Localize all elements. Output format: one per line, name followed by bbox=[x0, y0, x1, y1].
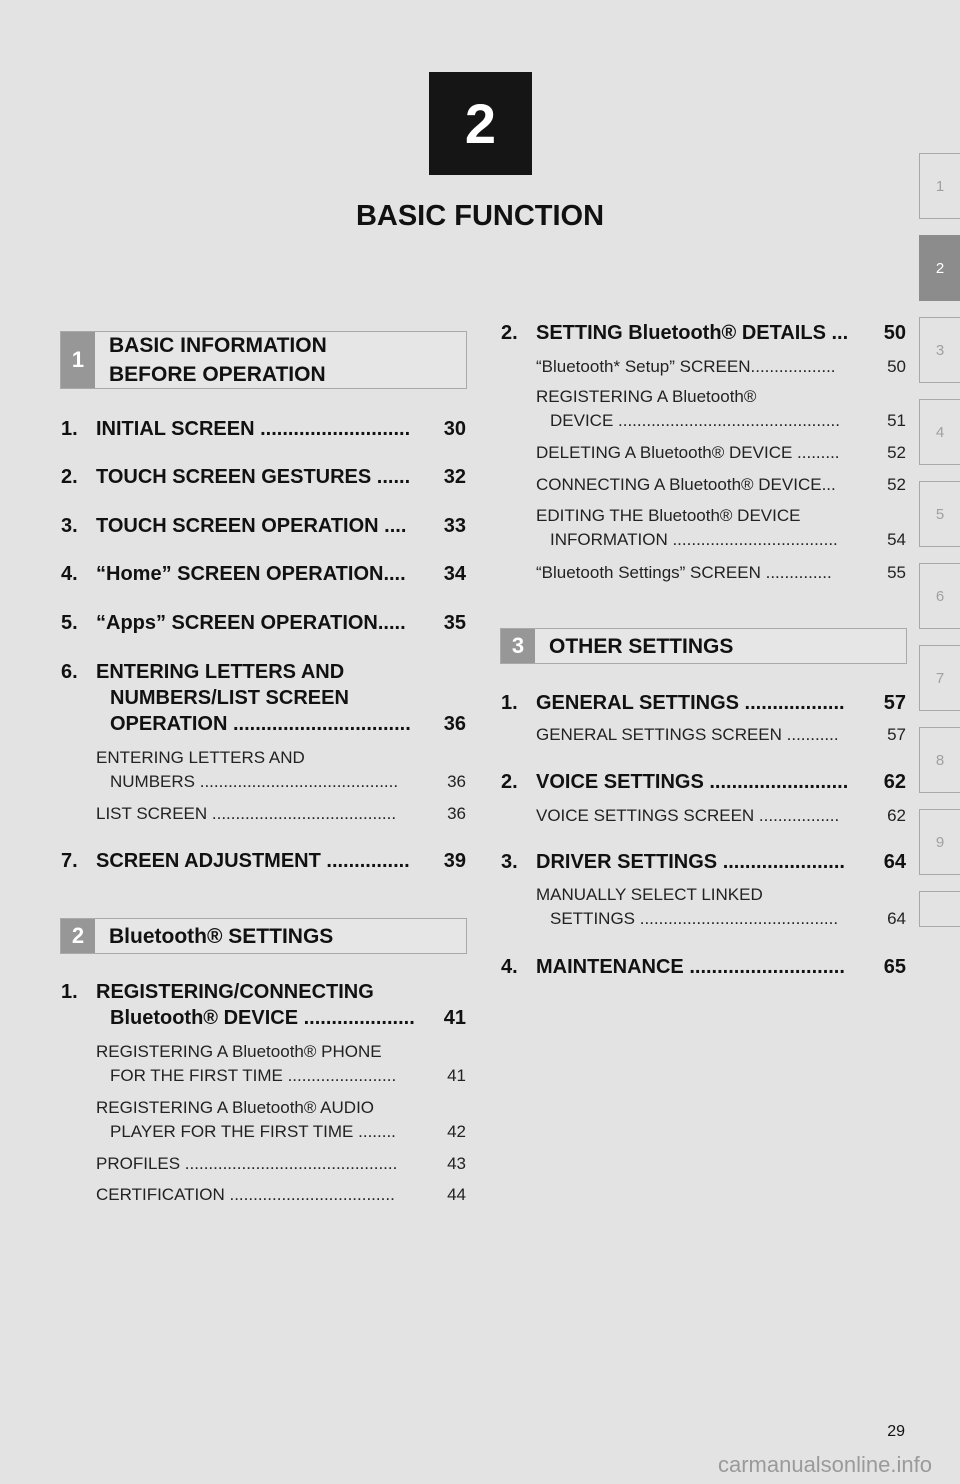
toc-entry[interactable] bbox=[501, 320, 906, 346]
subentry-title: VOICE SETTINGS SCREEN ................. bbox=[536, 806, 840, 825]
chapter-tab-2[interactable]: 2 bbox=[919, 235, 960, 301]
toc-subentry[interactable] bbox=[96, 1152, 466, 1176]
chapter-title: BASIC FUNCTION bbox=[355, 200, 605, 232]
entry-number: 7. bbox=[61, 850, 78, 872]
subentry-title: CERTIFICATION ................................... bbox=[96, 1185, 395, 1204]
entry-number: 3. bbox=[501, 851, 518, 873]
watermark: carmanualsonline.info bbox=[717, 1452, 932, 1477]
entry-title-line: OPERATION ................................ bbox=[110, 713, 411, 735]
entry-title bbox=[96, 979, 440, 1031]
toc-entry[interactable] bbox=[501, 690, 906, 716]
entry-page: 41 bbox=[443, 1007, 466, 1029]
toc-entry[interactable] bbox=[61, 464, 466, 490]
chapter-tab-5[interactable]: 5 bbox=[919, 481, 960, 547]
chapter-number-box bbox=[429, 72, 532, 175]
toc-subentry[interactable] bbox=[536, 723, 906, 747]
chapter-tab-8[interactable]: 8 bbox=[919, 727, 960, 793]
chapter-tab-3[interactable]: 3 bbox=[919, 317, 960, 383]
entry-page: 30 bbox=[443, 418, 466, 440]
toc-subentry[interactable] bbox=[96, 1040, 466, 1088]
entry-number: 2. bbox=[61, 466, 78, 488]
toc-subentry[interactable] bbox=[536, 883, 906, 931]
entry-title: TOUCH SCREEN GESTURES ...... bbox=[96, 466, 411, 488]
entry-title: DRIVER SETTINGS ...................... bbox=[536, 851, 845, 873]
toc-entry[interactable] bbox=[501, 954, 906, 980]
entry-title: “Apps” SCREEN OPERATION..... bbox=[96, 612, 406, 634]
section-title-line: BASIC INFORMATION bbox=[109, 334, 327, 357]
subentry-line: ENTERING LETTERS AND bbox=[96, 748, 305, 767]
chapter-tab-9[interactable]: 9 bbox=[919, 809, 960, 875]
subentry-line: DEVICE ............................................... bbox=[550, 411, 841, 430]
subentry-title bbox=[96, 1040, 443, 1088]
entry-number: 1. bbox=[61, 418, 78, 440]
subentry-title: “Bluetooth* Setup” SCREEN.................. bbox=[536, 357, 836, 376]
chapter-tabs bbox=[919, 153, 960, 943]
subentry-title bbox=[96, 1096, 443, 1144]
chapter-tab-1[interactable]: 1 bbox=[919, 153, 960, 219]
entry-page: 35 bbox=[443, 612, 466, 634]
toc-entry[interactable] bbox=[61, 561, 466, 587]
subentry-title bbox=[536, 385, 883, 433]
section-number: 1 bbox=[61, 332, 95, 388]
entry-title: TOUCH SCREEN OPERATION .... bbox=[96, 515, 407, 537]
section-header-1 bbox=[60, 331, 467, 389]
entry-number: 1. bbox=[61, 981, 78, 1003]
subentry-page: 43 bbox=[447, 1154, 466, 1173]
entry-page: 32 bbox=[443, 466, 466, 488]
entry-page: 62 bbox=[883, 771, 906, 793]
entry-page: 64 bbox=[883, 851, 906, 873]
subentry-title bbox=[96, 746, 443, 794]
entry-page: 36 bbox=[443, 713, 466, 735]
entry-title bbox=[96, 659, 440, 737]
subentry-page: 36 bbox=[447, 772, 466, 791]
entry-page: 50 bbox=[883, 322, 906, 344]
entry-title: GENERAL SETTINGS .................. bbox=[536, 692, 845, 714]
entry-title-line: Bluetooth® DEVICE .................... bbox=[110, 1007, 415, 1029]
entry-page: 33 bbox=[443, 515, 466, 537]
toc-subentry[interactable] bbox=[536, 385, 906, 433]
subentry-title bbox=[536, 883, 883, 931]
section-title: OTHER SETTINGS bbox=[549, 634, 734, 658]
subentry-title: “Bluetooth Settings” SCREEN .............. bbox=[536, 563, 832, 582]
subentry-line: REGISTERING A Bluetooth® bbox=[536, 387, 757, 406]
toc-subentry[interactable] bbox=[536, 504, 906, 552]
page-number: 29 bbox=[887, 1423, 905, 1440]
entry-title: SETTING Bluetooth® DETAILS ... bbox=[536, 322, 849, 344]
subentry-page: 64 bbox=[887, 909, 906, 928]
entry-page: 39 bbox=[443, 850, 466, 872]
entry-title: SCREEN ADJUSTMENT ............... bbox=[96, 850, 410, 872]
entry-number: 6. bbox=[61, 661, 78, 683]
subentry-page: 50 bbox=[887, 357, 906, 376]
toc-subentry[interactable] bbox=[96, 746, 466, 794]
subentry-line: FOR THE FIRST TIME ....................... bbox=[110, 1066, 397, 1085]
subentry-line: REGISTERING A Bluetooth® PHONE bbox=[96, 1042, 382, 1061]
subentry-line: PLAYER FOR THE FIRST TIME ........ bbox=[110, 1122, 396, 1141]
toc-entry[interactable] bbox=[61, 979, 466, 1031]
toc-subentry[interactable] bbox=[536, 804, 906, 828]
subentry-title: GENERAL SETTINGS SCREEN ........... bbox=[536, 725, 839, 744]
subentry-page: 36 bbox=[447, 804, 466, 823]
toc-subentry[interactable] bbox=[536, 473, 906, 497]
subentry-line: MANUALLY SELECT LINKED bbox=[536, 885, 763, 904]
section-title: Bluetooth® SETTINGS bbox=[109, 924, 334, 948]
chapter-number: 2 bbox=[464, 92, 497, 155]
entry-title: VOICE SETTINGS ......................... bbox=[536, 771, 849, 793]
toc-subentry[interactable] bbox=[536, 441, 906, 465]
entry-number: 2. bbox=[501, 322, 518, 344]
section-header-3 bbox=[500, 628, 907, 664]
entry-number: 3. bbox=[61, 515, 78, 537]
toc-subentry[interactable] bbox=[536, 355, 906, 379]
entry-number: 1. bbox=[501, 692, 518, 714]
entry-page: 34 bbox=[443, 563, 466, 585]
subentry-title bbox=[536, 504, 883, 552]
chapter-tab-6[interactable]: 6 bbox=[919, 563, 960, 629]
subentry-page: 52 bbox=[887, 443, 906, 462]
toc-entry[interactable] bbox=[501, 849, 906, 875]
subentry-page: 52 bbox=[887, 475, 906, 494]
subentry-page: 62 bbox=[887, 806, 906, 825]
chapter-tab-index[interactable] bbox=[919, 891, 960, 927]
subentry-page: 41 bbox=[447, 1066, 466, 1085]
chapter-tab-4[interactable]: 4 bbox=[919, 399, 960, 465]
entry-number: 4. bbox=[501, 956, 518, 978]
entry-title-line: NUMBERS/LIST SCREEN bbox=[110, 687, 349, 709]
subentry-line: REGISTERING A Bluetooth® AUDIO bbox=[96, 1098, 375, 1117]
entry-number: 4. bbox=[61, 563, 78, 585]
toc-entry[interactable] bbox=[501, 769, 906, 795]
subentry-page: 42 bbox=[447, 1122, 466, 1141]
section-title bbox=[95, 332, 327, 388]
subentry-line: EDITING THE Bluetooth® DEVICE bbox=[536, 506, 801, 525]
entry-page: 57 bbox=[883, 692, 906, 714]
subentry-page: 44 bbox=[447, 1185, 466, 1204]
toc-entry[interactable] bbox=[61, 610, 466, 636]
entry-title-line: REGISTERING/CONNECTING bbox=[96, 981, 374, 1003]
subentry-line: INFORMATION ................................... bbox=[550, 530, 838, 549]
toc-entry[interactable] bbox=[61, 513, 466, 539]
entry-page: 65 bbox=[883, 956, 906, 978]
subentry-page: 57 bbox=[887, 725, 906, 744]
toc-subentry[interactable] bbox=[96, 802, 466, 826]
subentry-page: 51 bbox=[887, 411, 906, 430]
entry-title: INITIAL SCREEN ........................... bbox=[96, 418, 411, 440]
entry-number: 2. bbox=[501, 771, 518, 793]
section-number: 2 bbox=[61, 919, 95, 953]
section-header-2 bbox=[60, 918, 467, 954]
entry-title-line: ENTERING LETTERS AND bbox=[96, 661, 345, 683]
subentry-line: NUMBERS .......................................... bbox=[110, 772, 399, 791]
entry-title: MAINTENANCE ............................ bbox=[536, 956, 845, 978]
subentry-page: 54 bbox=[887, 530, 906, 549]
subentry-line: SETTINGS .......................................... bbox=[550, 909, 839, 928]
section-title-line: BEFORE OPERATION bbox=[109, 363, 326, 386]
subentry-title: LIST SCREEN ....................................... bbox=[96, 804, 397, 823]
toc-subentry[interactable] bbox=[96, 1096, 466, 1144]
toc-subentry[interactable] bbox=[96, 1183, 466, 1207]
subentry-page: 55 bbox=[887, 563, 906, 582]
subentry-title: PROFILES ............................................. bbox=[96, 1154, 398, 1173]
entry-number: 5. bbox=[61, 612, 78, 634]
section-number: 3 bbox=[501, 629, 535, 663]
subentry-title: DELETING A Bluetooth® DEVICE ......... bbox=[536, 443, 840, 462]
entry-title: “Home” SCREEN OPERATION.... bbox=[96, 563, 406, 585]
toc-entry[interactable] bbox=[61, 848, 466, 874]
toc-entry[interactable] bbox=[61, 659, 466, 737]
chapter-tab-7[interactable]: 7 bbox=[919, 645, 960, 711]
subentry-title: CONNECTING A Bluetooth® DEVICE... bbox=[536, 475, 836, 494]
toc-entry[interactable] bbox=[61, 416, 466, 442]
toc-subentry[interactable] bbox=[536, 561, 906, 585]
